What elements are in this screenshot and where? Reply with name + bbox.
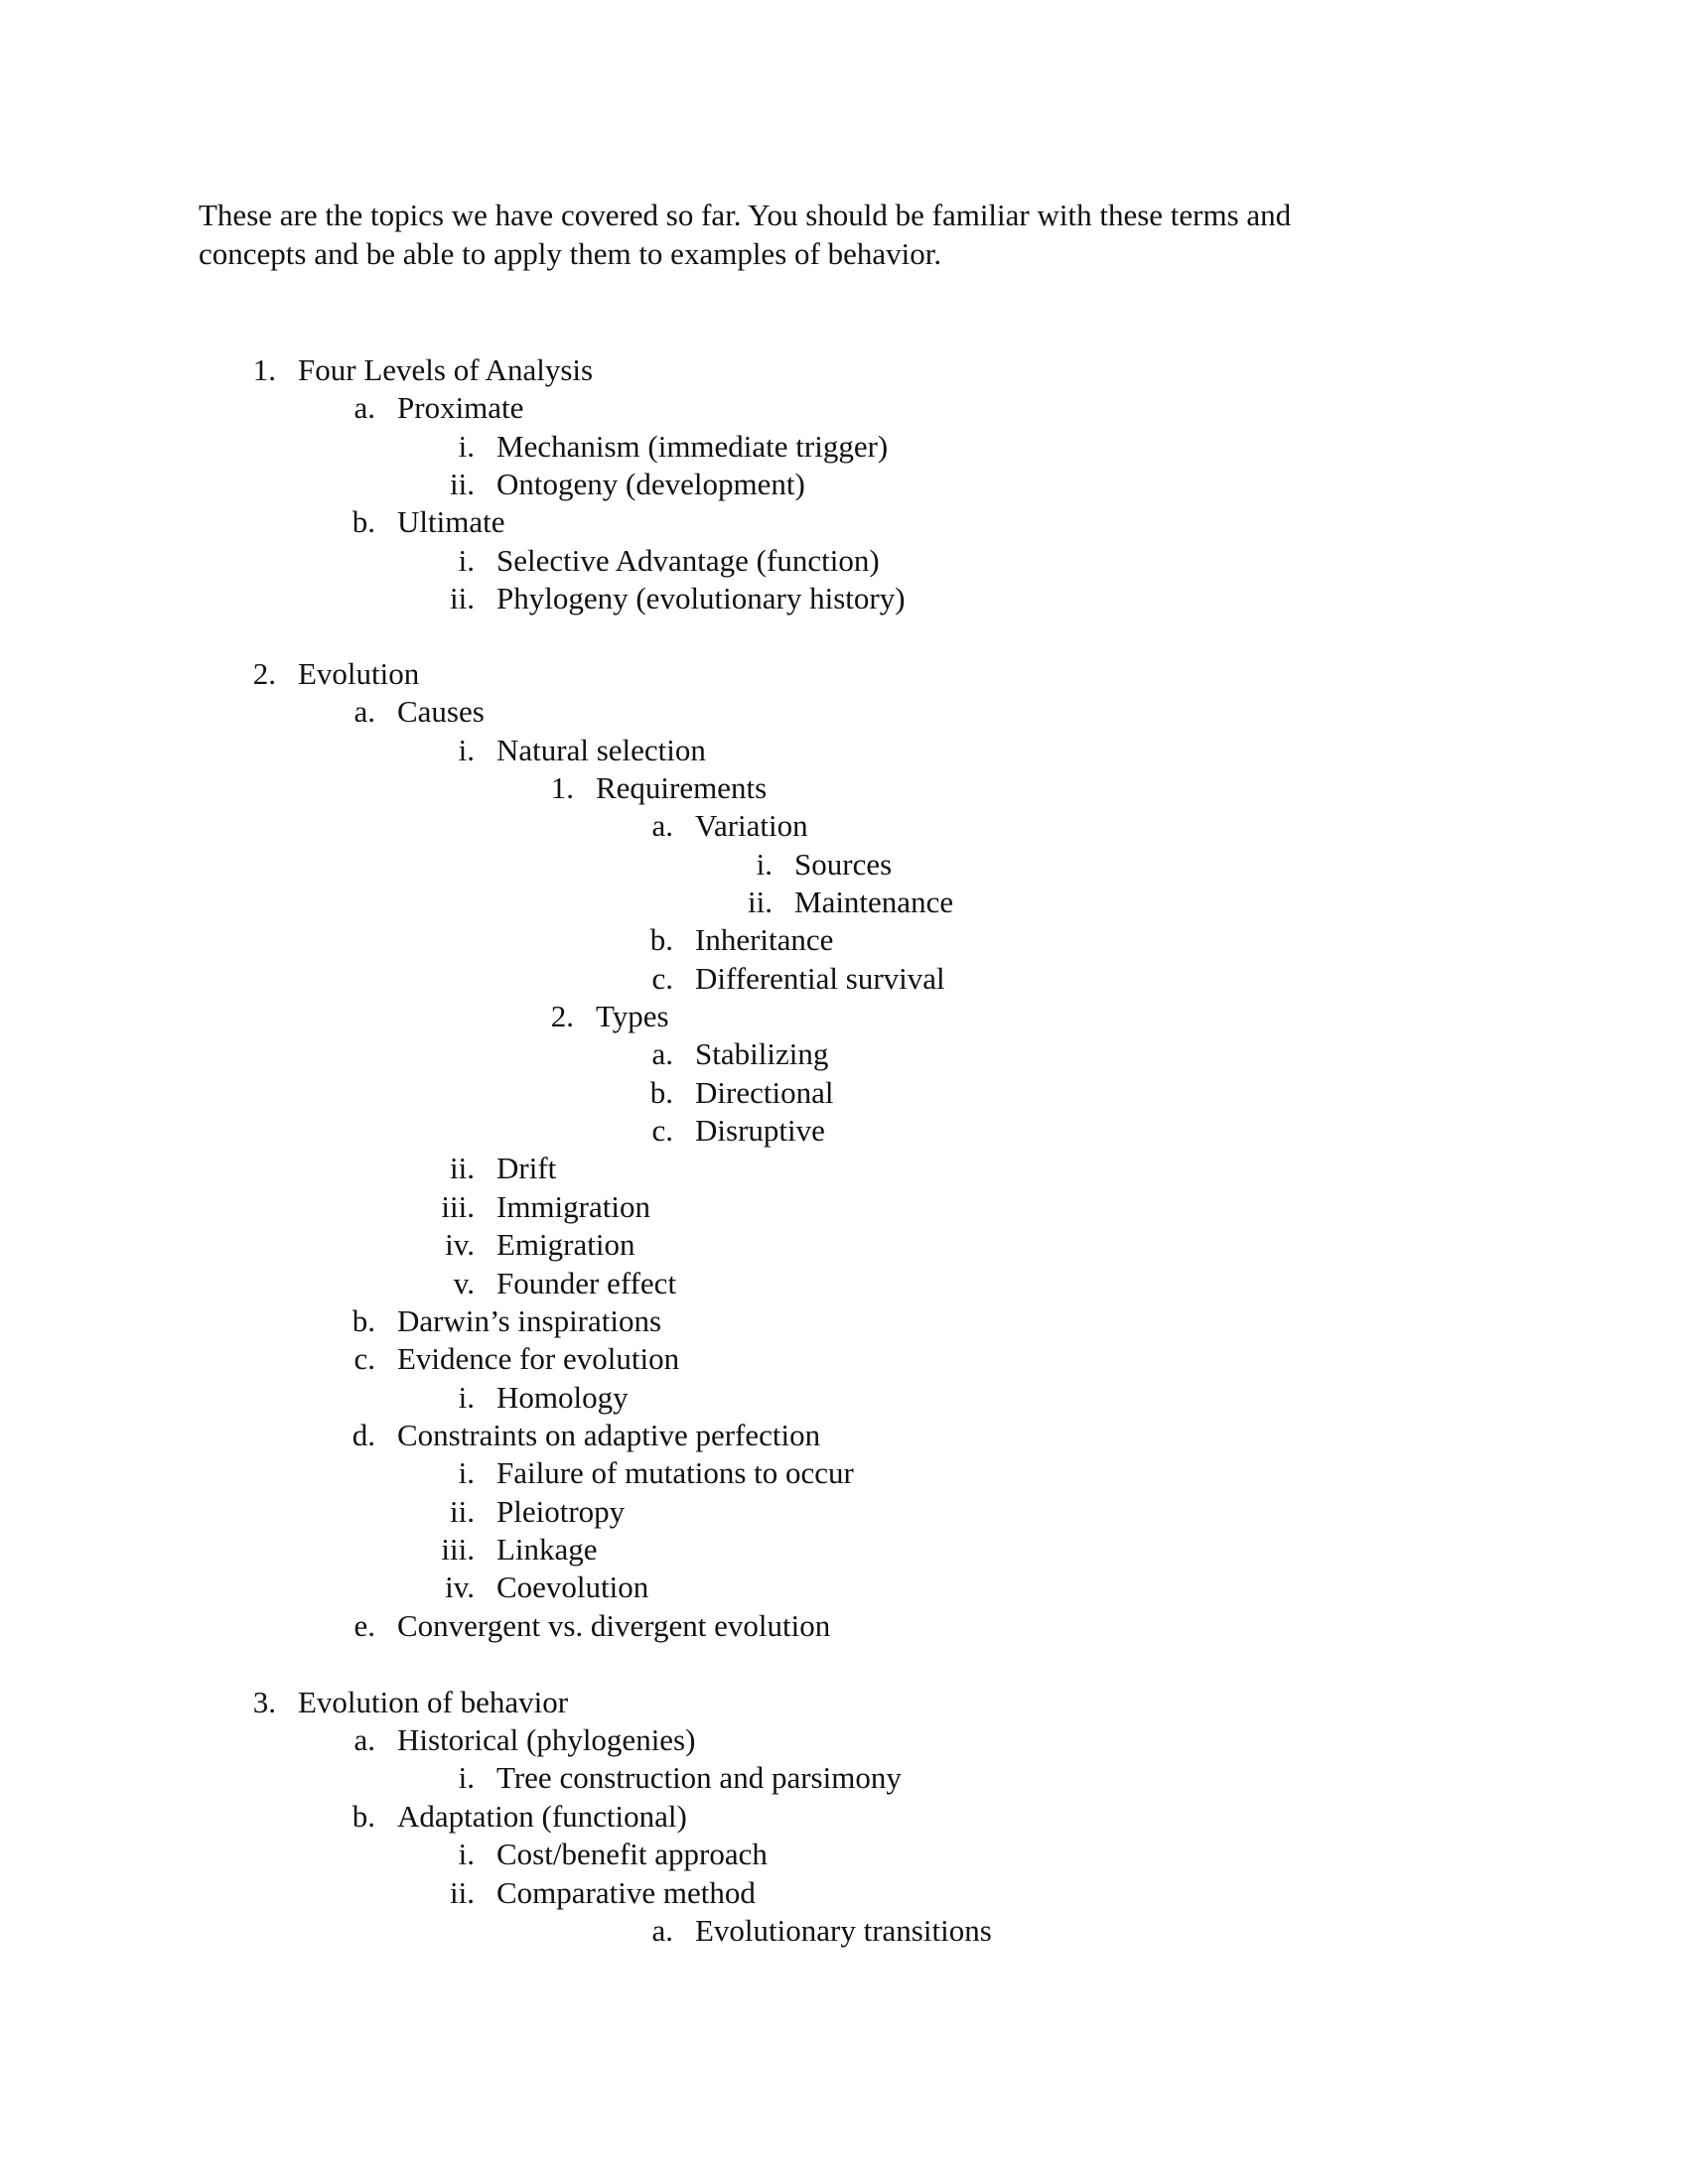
outline-item-text: Ontogeny (development): [496, 467, 805, 501]
outline-item: [0, 768, 1688, 807]
outline-item: [0, 883, 1688, 921]
outline-item: [0, 579, 1688, 617]
intro-line-1: These are the topics we have covered so far. You should be familiar with these terms and: [199, 198, 1292, 232]
outline-item: [0, 1606, 1688, 1645]
outline-item-text: Tree construction and parsimony: [496, 1760, 902, 1795]
outline-item: [0, 1683, 1688, 1721]
outline-item-marker: 1.: [252, 352, 276, 387]
outline-item-text: Types: [596, 999, 669, 1033]
outline-item-text: Four Levels of Analysis: [298, 352, 594, 387]
outline-item-text: Sources: [794, 847, 893, 882]
outline-item-text: Inheritance: [695, 922, 834, 957]
outline-item: [0, 1797, 1688, 1836]
outline-item-marker: a.: [353, 694, 375, 729]
outline-item-text: Cost/benefit approach: [496, 1837, 768, 1871]
outline-item-text: Drift: [496, 1151, 557, 1185]
outline-item-marker: c.: [651, 961, 673, 996]
outline-item-text: Proximate: [397, 390, 524, 425]
outline-item: [0, 1835, 1688, 1873]
outline-item-text: Evolutionary transitions: [695, 1913, 992, 1948]
outline-item-marker: 2.: [550, 999, 574, 1033]
outline-item-text: Pleiotropy: [496, 1494, 626, 1529]
outline-item: [0, 1073, 1688, 1112]
outline-item-marker: 3.: [252, 1685, 276, 1719]
outline-item: [0, 692, 1688, 731]
outline-item-marker: b.: [649, 1075, 673, 1110]
outline-item: [0, 1453, 1688, 1492]
outline-item-text: Ultimate: [397, 504, 505, 539]
outline-item-text: Failure of mutations to occur: [496, 1455, 854, 1490]
outline-item-marker: 2.: [252, 656, 276, 691]
outline-item-marker: a.: [651, 1913, 673, 1948]
outline-item-text: Adaptation (functional): [397, 1799, 687, 1834]
outline-item-marker: a.: [651, 808, 673, 843]
outline-item-marker: a.: [353, 390, 375, 425]
outline-item-text: Requirements: [596, 770, 768, 805]
outline-item-text: Comparative method: [496, 1875, 756, 1910]
outline-item-marker: b.: [352, 504, 375, 539]
outline-item: [0, 502, 1688, 541]
outline-item-marker: i.: [458, 1455, 475, 1490]
outline-item: [0, 920, 1688, 959]
intro-line-2: concepts and be able to apply them to examples of behavior.: [199, 236, 942, 271]
outline-item: [0, 1720, 1688, 1759]
outline-item: [0, 541, 1688, 580]
outline-item-marker: iv.: [445, 1570, 475, 1604]
outline-item-text: Disruptive: [695, 1113, 825, 1148]
outline-item-marker: d.: [352, 1418, 375, 1452]
outline-item-marker: b.: [352, 1303, 375, 1338]
outline-item: [0, 1149, 1688, 1187]
outline-item-text: Maintenance: [794, 885, 954, 919]
outline-item: [0, 1530, 1688, 1569]
outline-item: [0, 388, 1688, 427]
outline-item-text: Evidence for evolution: [397, 1341, 680, 1376]
outline-item: [0, 427, 1688, 466]
outline-item-text: Mechanism (immediate trigger): [496, 429, 889, 464]
outline-item: [0, 465, 1688, 503]
outline-item-text: Stabilizing: [695, 1036, 829, 1071]
outline-item: [0, 654, 1688, 693]
outline-item-marker: e.: [353, 1608, 375, 1643]
outline-item-marker: i.: [756, 847, 773, 882]
outline-item-marker: 1.: [550, 770, 574, 805]
outline-item: [0, 1873, 1688, 1912]
outline-item-text: Differential survival: [695, 961, 945, 996]
outline-item-marker: ii.: [748, 885, 773, 919]
outline-item-marker: v.: [453, 1266, 475, 1300]
outline-item: [0, 1187, 1688, 1226]
outline-item-marker: ii.: [450, 581, 475, 615]
outline-item-marker: i.: [458, 1760, 475, 1795]
outline-item-text: Evolution: [298, 656, 420, 691]
outline-item-text: Coevolution: [496, 1570, 649, 1604]
outline-item-text: Emigration: [496, 1227, 635, 1262]
outline-item: [0, 1378, 1688, 1417]
outline-item-text: Directional: [695, 1075, 834, 1110]
outline-item-text: Historical (phylogenies): [397, 1722, 696, 1757]
outline-item-text: Constraints on adaptive perfection: [397, 1418, 821, 1452]
outline-item: [0, 1111, 1688, 1150]
outline-item-marker: b.: [649, 922, 673, 957]
outline-item-marker: iii.: [441, 1532, 475, 1567]
outline-item-marker: a.: [353, 1722, 375, 1757]
outline-item-marker: i.: [458, 733, 475, 767]
outline-item-text: Causes: [397, 694, 485, 729]
outline-item-text: Evolution of behavior: [298, 1685, 569, 1719]
outline-item-marker: ii.: [450, 1875, 475, 1910]
outline-item-text: Natural selection: [496, 733, 706, 767]
outline-item-marker: i.: [458, 1837, 475, 1871]
outline-item: [0, 1416, 1688, 1454]
outline-item: [0, 1034, 1688, 1073]
outline-item: [0, 959, 1688, 998]
outline-item: [0, 1225, 1688, 1264]
outline-item-marker: i.: [458, 1380, 475, 1415]
outline-item-marker: a.: [651, 1036, 673, 1071]
outline-item: [0, 806, 1688, 845]
outline-item-marker: i.: [458, 543, 475, 578]
outline-item-marker: b.: [352, 1799, 375, 1834]
outline-item: [0, 1758, 1688, 1797]
outline-item-marker: c.: [651, 1113, 673, 1148]
outline-item-marker: c.: [353, 1341, 375, 1376]
outline-item-text: Variation: [695, 808, 808, 843]
outline-item-marker: ii.: [450, 1151, 475, 1185]
outline-item: [0, 1492, 1688, 1531]
outline-item-marker: iv.: [445, 1227, 475, 1262]
outline-item-text: Selective Advantage (function): [496, 543, 880, 578]
outline-item-marker: ii.: [450, 467, 475, 501]
outline-item: [0, 1339, 1688, 1378]
outline-item: [0, 1301, 1688, 1340]
outline-item-text: Founder effect: [496, 1266, 677, 1300]
outline-item-text: Homology: [496, 1380, 629, 1415]
outline-item: [0, 997, 1688, 1035]
outline-item-marker: ii.: [450, 1494, 475, 1529]
outline-item: [0, 1568, 1688, 1606]
outline-item-marker: iii.: [441, 1189, 475, 1224]
outline-item: [0, 1911, 1688, 1950]
outline-item-text: Immigration: [496, 1189, 650, 1224]
outline-item: [0, 845, 1688, 884]
outline-item-text: Phylogeny (evolutionary history): [496, 581, 906, 615]
outline-item-marker: i.: [458, 429, 475, 464]
outline-item-text: Linkage: [496, 1532, 598, 1567]
outline-item-text: Darwin’s inspirations: [397, 1303, 662, 1338]
outline-item: [0, 731, 1688, 769]
outline-item: [0, 1264, 1688, 1302]
outline-item-text: Convergent vs. divergent evolution: [397, 1608, 831, 1643]
outline-item: [0, 350, 1688, 389]
